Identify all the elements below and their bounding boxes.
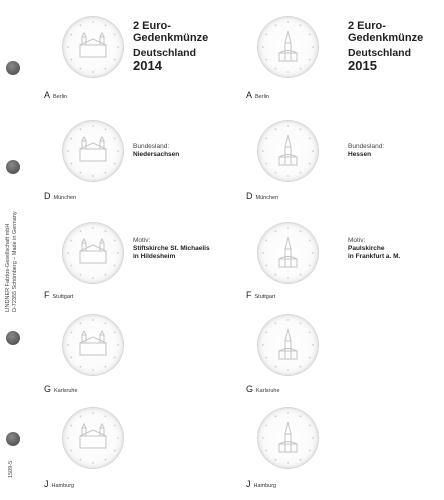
heading-title: 2 Euro- — [348, 20, 386, 32]
motif-label: Motiv: — [348, 237, 366, 244]
heading-title: 2 Euro- — [133, 20, 171, 32]
coin-well[interactable] — [63, 17, 123, 77]
state-info — [348, 143, 384, 159]
mint-label — [44, 479, 74, 489]
mint-label — [44, 90, 67, 100]
mint-city: Stuttgart — [52, 294, 74, 300]
mint-label — [246, 290, 275, 300]
manufacturer-imprint — [5, 211, 19, 312]
mint-city: Berlin — [53, 94, 68, 100]
binder-hole — [6, 331, 20, 345]
mint-city: München — [53, 195, 77, 201]
coin-motif-icon — [63, 121, 123, 181]
mint-city: Berlin — [255, 94, 270, 100]
state-info — [133, 143, 179, 159]
binder-hole — [6, 61, 20, 75]
heading-country: Deutschland — [348, 47, 412, 59]
mint-letter: A — [246, 90, 253, 100]
coin-well[interactable] — [63, 121, 123, 181]
coin-well[interactable] — [63, 223, 123, 283]
manufacturer-line: LINDNER Falzlos-Gesellschaft mbH — [5, 223, 11, 312]
coin-well[interactable] — [258, 315, 318, 375]
state-label: Bundesland: — [348, 143, 385, 150]
coin-motif-icon — [258, 223, 318, 283]
coin-well[interactable] — [258, 121, 318, 181]
mint-letter: A — [44, 90, 51, 100]
coin-motif-icon — [258, 315, 318, 375]
mint-city: Hamburg — [51, 483, 75, 489]
mint-label — [246, 384, 280, 394]
coin-motif-icon — [258, 408, 318, 468]
coin-motif-icon — [63, 408, 123, 468]
motif-value: in Frankfurt a. M. — [348, 253, 401, 260]
motif-value: Paulskirche — [348, 245, 385, 252]
mint-city: Karlsruhe — [54, 388, 78, 394]
binder-hole — [6, 160, 20, 174]
mint-city: Hamburg — [253, 483, 277, 489]
mint-letter: D — [246, 191, 253, 201]
heading-title: Gedenkmünze — [133, 32, 209, 44]
motif-label: Motiv: — [133, 237, 151, 244]
motif-info — [348, 237, 400, 261]
manufacturer-line: D-72355 Schömberg – Made in Germany — [12, 211, 18, 312]
mint-city: München — [255, 195, 279, 201]
state-value: Niedersachsen — [133, 151, 180, 158]
mint-letter: J — [44, 479, 49, 489]
coin-well[interactable] — [258, 408, 318, 468]
heading-country: Deutschland — [133, 47, 197, 59]
mint-label — [44, 290, 73, 300]
heading-year: 2015 — [348, 58, 377, 73]
mint-city: Stuttgart — [254, 294, 276, 300]
mint-letter: J — [246, 479, 251, 489]
mint-letter: D — [44, 191, 51, 201]
mint-city: Karlsruhe — [256, 388, 280, 394]
mint-letter: F — [44, 290, 50, 300]
coin-well[interactable] — [258, 223, 318, 283]
sheet-number: 1509-5 — [8, 460, 14, 478]
coin-well[interactable] — [63, 408, 123, 468]
coin-well[interactable] — [258, 17, 318, 77]
motif-value: in Hildesheim — [133, 253, 176, 260]
mint-label — [246, 479, 276, 489]
state-label: Bundesland: — [133, 143, 170, 150]
coin-motif-icon — [63, 223, 123, 283]
mint-label — [246, 191, 278, 201]
coin-motif-icon — [258, 121, 318, 181]
heading-year: 2014 — [133, 58, 162, 73]
mint-label — [44, 191, 76, 201]
mint-label — [246, 90, 269, 100]
mint-letter: G — [246, 384, 254, 394]
mint-letter: G — [44, 384, 52, 394]
motif-info — [133, 237, 210, 261]
binder-hole — [6, 432, 20, 446]
mint-label — [44, 384, 78, 394]
coin-motif-icon — [63, 315, 123, 375]
mint-letter: F — [246, 290, 252, 300]
motif-value: Stiftskirche St. Michaelis — [133, 245, 210, 252]
coin-motif-icon — [258, 17, 318, 77]
coin-heading — [133, 20, 208, 73]
heading-title: Gedenkmünze — [348, 32, 424, 44]
coin-well[interactable] — [63, 315, 123, 375]
state-value: Hessen — [348, 151, 372, 158]
coin-motif-icon — [63, 17, 123, 77]
coin-heading — [348, 20, 423, 73]
